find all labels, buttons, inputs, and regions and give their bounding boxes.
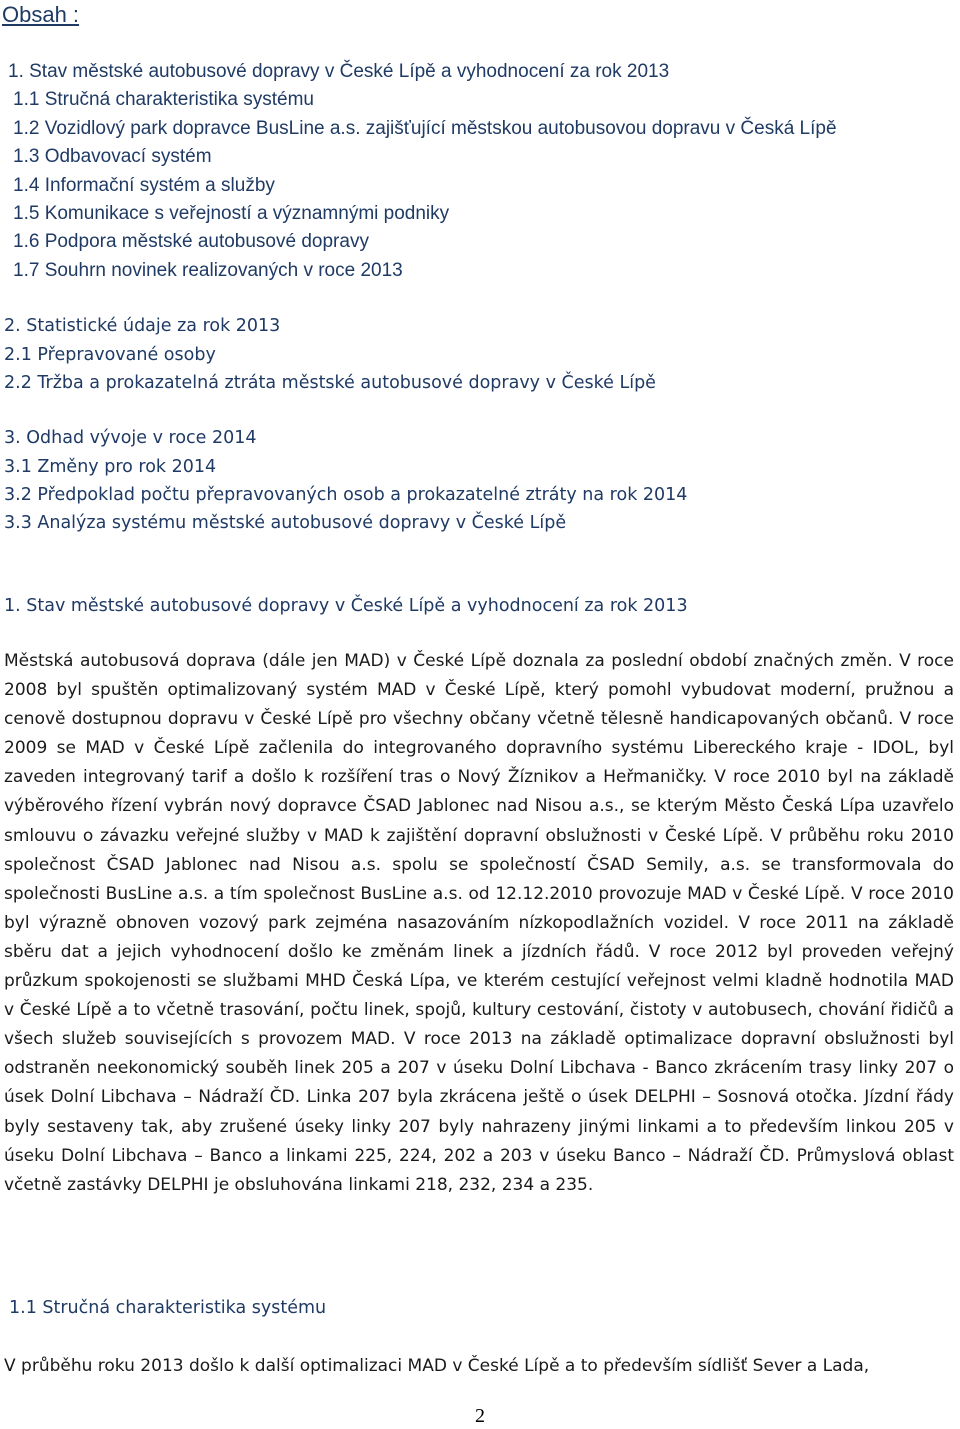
toc-item[interactable]: 1.5 Komunikace s veřejností a významnými podniky bbox=[13, 202, 450, 224]
toc-group-3 bbox=[0, 424, 960, 538]
toc-item[interactable]: 1. Stav městské autobusové dopravy v České Lípě a vyhodnocení za rok 2013 bbox=[8, 61, 670, 82]
subsection-heading: 1.1 Stručná charakteristika systému bbox=[9, 1298, 327, 1318]
toc-item[interactable]: 3. Odhad vývoje v roce 2014 bbox=[4, 428, 257, 449]
toc-group-1 bbox=[0, 58, 960, 285]
table-of-contents bbox=[0, 58, 960, 538]
toc-item[interactable]: 2. Statistické údaje za rok 2013 bbox=[4, 316, 281, 337]
toc-item[interactable]: 1.7 Souhrn novinek realizovaných v roce 2013 bbox=[13, 259, 403, 281]
subsection-paragraph: V průběhu roku 2013 došlo k další optimalizaci MAD v České Lípě a to především sídlišť Sever a Lada, bbox=[4, 1356, 870, 1376]
contents-title: Obsah : bbox=[2, 2, 80, 27]
toc-group-2 bbox=[0, 312, 960, 397]
section-paragraph: Městská autobusová doprava (dále jen MAD) v České Lípě doznala za poslední období značných změn. V roce 2008 byl spuštěn optimalizovaný systém MAD v České Lípě, který pomohl vybudovat moderní, pružnou a cenově dostupnou dopravu v České Lípě pro všechny občany včetně tělesně handicapovaných občanů. V roce 2009 se MAD v České Lípě začlenila do integrovaného dopravního systému Libereckého kraje - IDOL, byl zaveden integrovaný tarif a došlo k rozšíření tras o Nový Žíznikov a Heřmaničky. V roce 2010 byl na základě výběrového řízení vybrán nový dopravce ČSAD Jablonec nad Nisou a.s., se kterým Město Česká Lípa uzavřelo smlouvu o závazku veřejné služby v MAD k zajištění dopravní obslužnosti v České Lípě. V průběhu roku 2010 společnost ČSAD Jablonec nad Nisou a.s. spolu se společností ČSAD Semily, a.s. se transformovala do společnosti BusLine a.s. a tím společnost BusLine a.s. od 12.12.2010 provozuje MAD v České Lípě. V roce 2010 byl výrazně obnoven vozový park zejména nasazováním nízkopodlažních vozidel. V roce 2011 na základě sběru dat a jejich vyhodnocení došlo ke změnám linek a jízdních řádů. V roce 2012 byl proveden veřejný průzkum spokojenosti se službami MHD Česká Lípa, ve kterém cestující veřejnost velmi kladně hodnotila MAD v České Lípě a to včetně trasování, počtu linek, spojů, kultury cestování, čistoty v autobusech, chování řidičů a všech služeb souvisejících s provozem MAD. V roce 2013 na základě optimalizace dopravní obslužnosti byl odstraněn neekonomický souběh linek 205 a 207 v úseku Dolní Libchava - Banco zkrácením trasy linky 207 o úsek Dolní Libchava – Nádraží ČD. Linka 207 byla zkrácena ještě o úsek DELPHI – Sosnová otočka. Jízdní řády byly sestaveny tak, aby zrušené úseky linky 207 byly nahrazeny jinými linkami a to především linkou 205 v úseku Dolní Libchava – Banco a linkami 225, 224, 202 a 203 v úseku Banco – Nádraží ČD. Průmyslová oblast včetně zastávky DELPHI je obsluhována linkami 218, 232, 234 a 235. bbox=[4, 651, 954, 1195]
toc-item[interactable]: 1.1 Stručná charakteristika systému bbox=[13, 89, 314, 111]
section-heading: 1. Stav městské autobusové dopravy v České Lípě a vyhodnocení za rok 2013 bbox=[4, 596, 688, 616]
toc-item[interactable]: 3.2 Předpoklad počtu přepravovaných osob a prokazatelné ztráty na rok 2014 bbox=[4, 485, 688, 506]
toc-item[interactable]: 3.3 Analýza systému městské autobusové dopravy v České Lípě bbox=[4, 513, 567, 534]
toc-item[interactable]: 3.1 Změny pro rok 2014 bbox=[4, 456, 217, 477]
toc-item[interactable]: 1.4 Informační systém a služby bbox=[13, 174, 275, 196]
toc-item[interactable]: 1.6 Podpora městské autobusové dopravy bbox=[13, 231, 369, 253]
toc-item[interactable]: 1.3 Odbavovací systém bbox=[13, 146, 212, 168]
toc-item[interactable]: 2.2 Tržba a prokazatelná ztráta městské autobusové dopravy v České Lípě bbox=[4, 372, 656, 393]
page-number: 2 bbox=[475, 1405, 485, 1427]
toc-item[interactable]: 2.1 Přepravované osoby bbox=[4, 344, 216, 365]
toc-item[interactable]: 1.2 Vozidlový park dopravce BusLine a.s. zajišťující městskou autobusovou dopravu v Česká Lípě bbox=[13, 117, 837, 139]
